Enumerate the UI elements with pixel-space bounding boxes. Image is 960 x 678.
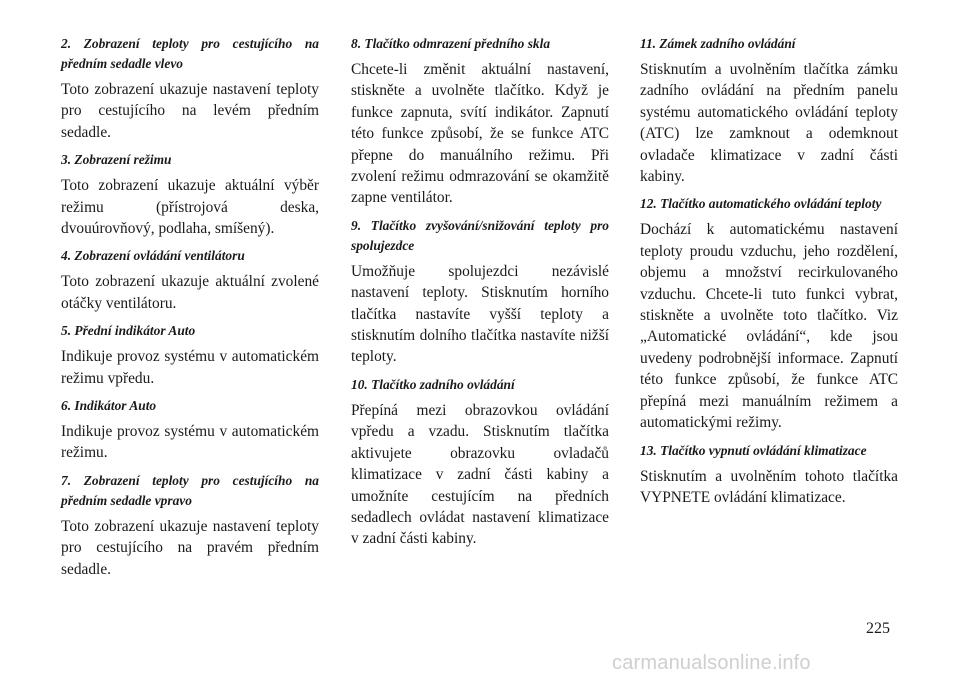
page-number: 225: [866, 620, 890, 637]
text-column-left: [61, 34, 319, 587]
section-heading: 10. Tlačítko zadního ovládání: [351, 376, 515, 392]
section-body: Indikuje provoz systému v automatickém režimu.: [61, 423, 319, 462]
section-heading: 4. Zobrazení ovládání ventilátoru: [61, 248, 245, 264]
section-body: Stisknutím a uvolněním tlačítka zámku zadního ovládání na předním panelu systému automatického ovládání teploty (ATC) lze zamknout a odemknout ovladače klimatizace v zadní části kabiny.: [640, 61, 898, 186]
section-heading: 13. Tlačítko vypnutí ovládání klimatizace: [640, 442, 867, 458]
text-column-right: [640, 34, 898, 515]
section-body: Chcete-li změnit aktuální nastavení, stiskněte a uvolněte tlačítko. Když je funkce zapnuta, svítí indikátor. Zapnutí této funkce způsobí, že se funkce ATC přepne do manuálního režimu. Při zvolení režimu odmrazování se okamžitě zapne ventilátor.: [351, 61, 609, 207]
section-heading: 2. Zobrazení teploty pro cestujícího na předním sedadle vlevo: [61, 36, 319, 71]
watermark-text: carmanualsonline.info: [612, 652, 811, 674]
section-heading: 7. Zobrazení teploty pro cestujícího na předním sedadle vpravo: [61, 472, 319, 508]
section-heading: 5. Přední indikátor Auto: [61, 323, 196, 339]
section-heading: 3. Zobrazení režimu: [61, 152, 172, 168]
section-heading: 11. Zámek zadního ovládání: [640, 36, 796, 51]
section-heading: 6. Indikátor Auto: [61, 398, 157, 414]
section-heading: 8. Tlačítko odmrazení předního skla: [351, 36, 551, 51]
section-body: Toto zobrazení ukazuje aktuální výběr režimu (přístrojová deska, dvouúrovňový, podlaha, smíšený).: [61, 177, 319, 238]
section-body: Přepíná mezi obrazovkou ovládání vpředu a vzadu. Stisknutím tlačítka aktivujete obrazovku ovladačů klimatizace v zadní části kabiny a umožníte cestujícím na předních sedadlech ovládat nastavení klimatizace v zadní části kabiny.: [351, 401, 609, 548]
section-body: Umožňuje spolujezdci nezávislé nastavení teploty. Stisknutím horního tlačítka nastavíte vyšší teploty a stisknutím dolního tlačítka nastavíte nižší teploty.: [351, 262, 609, 366]
section-body: Toto zobrazení ukazuje nastavení teploty pro cestujícího na pravém předním sedadle.: [61, 517, 319, 578]
section-body: Stisknutím a uvolněním tohoto tlačítka VYPNETE ovládání klimatizace.: [640, 467, 898, 506]
section-body: Indikuje provoz systému v automatickém režimu vpředu.: [61, 348, 319, 387]
section-body: Toto zobrazení ukazuje aktuální zvolené otáčky ventilátoru.: [61, 273, 319, 312]
text-column-middle: [351, 34, 609, 557]
section-body: Dochází k automatickému nastavení teploty proudu vzduchu, jeho rozdělení, objemu a množství recirkulovaného vzduchu. Chcete-li tuto funkci vybrat, stiskněte a uvolněte toto tlačítko. Viz „Automatické ovládání“, kde jsou uvedeny podrobnější informace. Zapnutí této funkce způsobí, že funkce ATC přepíná mezi manuálním režimem a automatickými režimy.: [640, 221, 898, 432]
section-body: Toto zobrazení ukazuje nastavení teploty pro cestujícího na levém předním sedadle.: [61, 81, 319, 141]
section-heading: 9. Tlačítko zvyšování/snižování teploty pro spolujezdce: [351, 217, 609, 253]
section-heading: 12. Tlačítko automatického ovládání teploty: [640, 196, 882, 212]
